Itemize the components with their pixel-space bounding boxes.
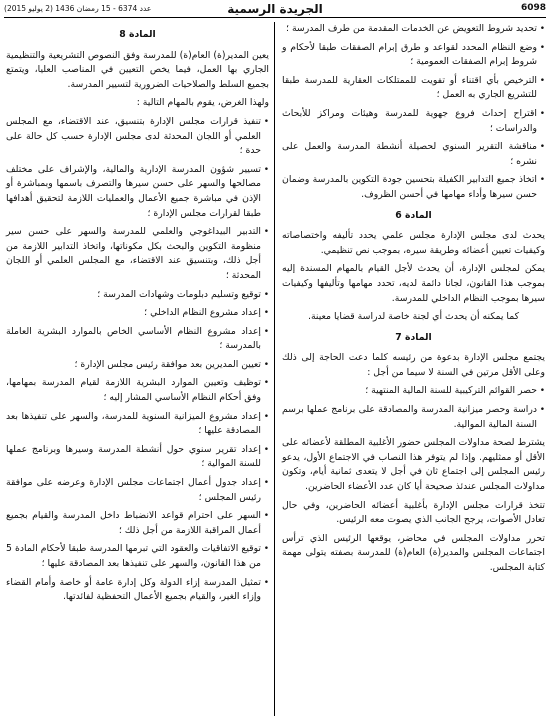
paragraph: كما يمكنه أن يحدث أي لجنة خاصة لدراسة قضايا معينة. bbox=[307, 311, 520, 323]
list-item: • توقيع الاتفاقيات والعقود التي تبرمها المدرسة طبقا لأحكام المادة 5 من هذا القانون، والسهر على تنفيذها بعد المصادقة عليها ؛ bbox=[6, 542, 269, 571]
paragraph: يمكن لمجلس الإدارة، أن يحدث لأجل القيام بالمهام المسندة إليه بموجب هذا القانون، لجانا دائمة لديه، تحدد مهامها وتأليفها وكيفيات سيرها بموجب النظام الداخلي للمدرسة. bbox=[282, 263, 545, 304]
paragraph: يعين المدير(ة) العام(ة) للمدرسة وفق النصوص التشريعية والتنظيمية الجاري بها العمل، فيما يخص التعيين في المناصب العليا، ويتمتع بجميع السلط والصلاحيات الضرورية لتسيير المدرسة. bbox=[6, 49, 269, 90]
article-heading: المادة 6 bbox=[395, 209, 432, 221]
paragraph: يشترط لصحة مداولات المجلس حضور الأغلبية المطلقة لأعضائه على الأقل أو ممثليهم. وإذا لم يتوفر هذا النصاب في الاجتماع الأول، يدعو رئيس المجلس إلى اجتماع ثان في أجل لا يتعدى ثمانية أيام، وتكون مداولات المجلس عندئذ صحيحة أيا كان عدد الأعضاء الحاضرين. bbox=[282, 437, 545, 493]
list-item: • توقيع وتسليم دبلومات وشهادات المدرسة ؛ bbox=[6, 288, 269, 303]
paragraph: يحدث لدى مجلس الإدارة مجلس علمي يحدد تأليفه واختصاصاته وكيفيات تعيين أعضائه وطريقة سيره، بموجب نص تنظيمي. bbox=[282, 230, 545, 256]
list-item: • التدبير البيداغوجي والعلمي للمدرسة والسهر على حسن سير منظومة التكوين والبحث بكل مكوناتها، واتخاذ التدابير اللازمة من أجل ذلك، وبتنسيق عند الاقتضاء، مع المجلس العلمي أو اللجان المحدثة ؛ bbox=[6, 225, 269, 283]
paragraph: يجتمع مجلس الإدارة بدعوة من رئيسه كلما دعت الحاجة إلى ذلك وعلى الأقل مرتين في السنة لا سيما من أجل : bbox=[282, 352, 545, 378]
list-item: • دراسة وحصر ميزانية المدرسة والمصادقة على برنامج عملها برسم السنة المالية الموالية. bbox=[282, 403, 545, 432]
list-item: • تمثيل المدرسة إزاء الدولة وكل إدارة عامة أو خاصة وأمام القضاء وإزاء الغير، والقيام بجميع الأعمال التحفظية لفائدتها. bbox=[6, 576, 269, 605]
paragraph: ولهذا الغرض، يقوم بالمهام التالية : bbox=[136, 97, 269, 109]
page-number: 6098 bbox=[520, 3, 546, 13]
paragraph: تحرر مداولات المجلس في محاضر، يوقعها الرئيس الذي ترأس اجتماعات المجلس والمدير(ة) العام(ة) للمدرسة بصفته يتولى مهمة كتابة المجلس. bbox=[282, 532, 545, 573]
list-item: • إعداد مشروع النظام الداخلي ؛ bbox=[6, 306, 269, 321]
list-item: • الترخيص بأي اقتناء أو تفويت للممتلكات العقارية للمدرسة طبقا للتشريع الجاري به العمل ؛ bbox=[282, 74, 545, 103]
list-item: • تسيير شؤون المدرسة الإدارية والمالية، والإشراف على مختلف مصالحها والسهر على حسن سيرها والتصرف باسمها وبمباشرة أو الإذن في مباشرة جميع الأعمال والعمليات اللازمة لتحقيق أهدافها طبقا لقرارات مجلس الإدارة ؛ bbox=[6, 163, 269, 221]
article-heading: المادة 7 bbox=[395, 331, 432, 343]
column-divider bbox=[274, 22, 275, 716]
list-item: • وضع النظام المحدد لقواعد و طرق إبرام الصفقات طبقا لأحكام و شروط إبرام الصفقات العمومية ؛ bbox=[282, 41, 545, 70]
right-column bbox=[282, 22, 545, 580]
paragraph: تتخذ قرارات مجلس الإدارة بأغلبية أعضائه الحاضرين، وفي حال تعادل الأصوات، يرجح الجانب الذي يصوت معه الرئيس. bbox=[282, 499, 545, 526]
list-item: • تعيين المديرين بعد موافقة رئيس مجلس الإدارة ؛ bbox=[6, 358, 269, 373]
list-item: • اقتراح إحداث فروع جهوية للمدرسة وهيئات ومراكز للأبحاث والدراسات ؛ bbox=[282, 107, 545, 136]
list-item: • السهر على احترام قواعد الانضباط داخل المدرسة والقيام بجميع أعمال المراقبة اللازمة من أجل ذلك ؛ bbox=[6, 509, 269, 538]
list-item: • إعداد مشروع النظام الأساسي الخاص بالموارد البشرية العاملة بالمدرسة ؛ bbox=[6, 325, 269, 354]
list-item: • اتخاذ جميع التدابير الكفيلة بتحسين جودة التكوين بالمدرسة وضمان حسن سيرها وأداء مهامها في أحسن الظروف. bbox=[282, 173, 545, 202]
list-item: • حصر القوائم التركيبية للسنة المالية المنتهية ؛ bbox=[282, 384, 545, 399]
page-header bbox=[4, 2, 546, 18]
list-item: • مناقشة التقرير السنوي لحصيلة أنشطة المدرسة والعمل على نشره ؛ bbox=[282, 140, 545, 169]
list-item: • إعداد جدول أعمال اجتماعات مجلس الإدارة وعرضه على موافقة رئيس المجلس ؛ bbox=[6, 476, 269, 505]
gazette-title: الجريدة الرسمية bbox=[227, 2, 323, 16]
left-column bbox=[6, 22, 269, 609]
issue-info: عدد 6374 - 15 رمضان 1436 (2 يوليو 2015) bbox=[4, 4, 152, 13]
list-item: • إعداد تقرير سنوي حول أنشطة المدرسة وسيرها وبرنامج عملها للسنة الموالية ؛ bbox=[6, 443, 269, 472]
list-item: • تحديد شروط التعويض عن الخدمات المقدمة من طرف المدرسة ؛ bbox=[282, 22, 545, 37]
list-item: • توظيف وتعيين الموارد البشرية اللازمة لقيام المدرسة بمهامها، وفق أحكام النظام الأساسي المشار إليه ؛ bbox=[6, 376, 269, 405]
list-item: • إعداد مشروع الميزانية السنوية للمدرسة، والسهر على تنفيذها بعد المصادقة عليها ؛ bbox=[6, 410, 269, 439]
list-item: • تنفيذ قرارات مجلس الإدارة بتنسيق، عند الاقتضاء، مع المجلس العلمي أو اللجان المحدثة لدى مجلس الإدارة حسب كل حالة على حدة ؛ bbox=[6, 115, 269, 159]
article-heading: المادة 8 bbox=[119, 29, 156, 40]
